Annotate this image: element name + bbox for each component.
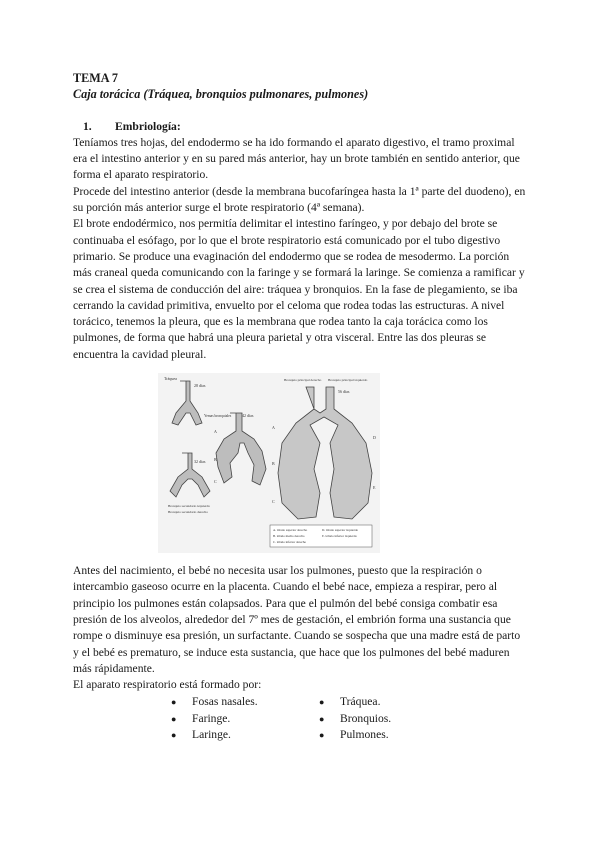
bullet-icon: ● — [171, 730, 177, 741]
topic-title: TEMA 7 — [73, 71, 119, 85]
label-traquea: Tráquea — [164, 376, 177, 382]
label-stage3-B: B — [214, 457, 217, 463]
label-bronquio-ppal-izq: Bronquio principal izquierdo — [328, 378, 368, 383]
paragraph-2: Procede del intestino anterior (desde la membrana bucofaríngea hasta la 1ª parte del duodeno), en su porción más anterior surge el brote respiratorio (4ª semana). — [73, 184, 526, 215]
label-stage4-A: A — [272, 425, 275, 431]
list-item — [171, 727, 319, 743]
bullet-icon: ● — [171, 713, 177, 724]
label-stage4-B: B — [272, 461, 275, 467]
list-item — [171, 694, 319, 710]
list-item-text: Tráquea. — [340, 695, 381, 709]
legend-item-b: B. lóbulo medio derecho — [273, 534, 305, 539]
label-stage3-C: C — [214, 479, 217, 485]
list-item — [171, 711, 319, 727]
label-yemas: Yemas bronquiales — [204, 414, 232, 419]
label-32-dias: 32 días — [194, 459, 206, 465]
bullet-icon: ● — [319, 697, 325, 708]
list-column-left — [171, 694, 319, 743]
list-item-text: Faringe. — [192, 711, 231, 725]
list-item — [319, 727, 391, 743]
bullet-icon: ● — [319, 730, 325, 741]
label-bronquio-ppal-der: Bronquio principal derecho — [284, 378, 322, 383]
paragraph-1: Teníamos tres hojas, del endodermo se ha ido formando el aparato digestivo, el tramo proximal era el intestino anterior y en su pared más anterior, hay un brote también en sentido anterior, que forma el aparato respiratorio. — [73, 135, 520, 182]
list-item — [319, 694, 391, 710]
document-content — [73, 70, 528, 743]
label-56-dias: 56 días — [338, 389, 350, 395]
label-bronquio-sec-izq: Bronquio secundario izquierdo — [168, 504, 210, 509]
list-column-right — [319, 694, 391, 743]
label-stage4-D: D — [373, 435, 376, 441]
list-item — [319, 711, 391, 727]
list-item-text: Laringe. — [192, 728, 231, 742]
lung-development-illustration — [158, 373, 380, 553]
label-28-dias: 28 días — [194, 383, 206, 389]
label-stage4-C: C — [272, 499, 275, 505]
legend-item-e: E. lóbulo inferior izquierdo — [322, 534, 357, 539]
list-item-text: Bronquios. — [340, 711, 392, 725]
paragraph-4: Antes del nacimiento, el bebé no necesita usar los pulmones, puesto que la respiración o intercambio gaseoso ocurre en la placenta. Cuando el bebé nace, empieza a respirar, pero al principio los pulmones están colapsados. Para que el pulmón del bebé consiga combatir esa presión de los alveolos, alrededor del 7º mes de gestación, el embrión forma una sustancia que rompe o disminuye esa presión, un surfactante. Cuando se sospecha que una madre está de parto y el bebé es prematuro, se induce esta sustancia, que hace que los pulmones del bebé maduren más rápidamente. — [73, 564, 521, 675]
label-bronquio-sec-der: Bronquio secundario derecho — [168, 510, 208, 515]
list-item-text: Fosas nasales. — [192, 695, 258, 709]
section-title: Embriología: — [115, 119, 181, 133]
label-stage3-A: A — [214, 429, 217, 435]
respiratory-parts-list — [73, 694, 528, 743]
lung-development-figure — [158, 373, 380, 553]
legend-item-d: D. lóbulo superior izquierdo — [322, 528, 359, 533]
topic-subtitle: Caja torácica (Tráquea, bronquios pulmonares, pulmones) — [73, 87, 369, 102]
list-item-text: Pulmones. — [340, 728, 389, 742]
legend-item-c: C. lóbulo inferior derecho — [273, 540, 307, 545]
label-stage4-E: E — [373, 485, 376, 491]
bullet-icon: ● — [171, 697, 177, 708]
section-number: 1. — [83, 119, 92, 133]
section-heading — [73, 119, 528, 135]
legend-item-a: A. lóbulo superior derecho — [273, 528, 308, 533]
bullet-icon: ● — [319, 713, 325, 724]
paragraph-3: El brote endodérmico, nos permitía delimitar el intestino faríngeo, y por debajo del brote se continuaba el esófago, por lo que el brote respiratorio está comunicado por el tubo digestivo primario. Se produce una evaginación del endodermo que se rodea de mesodermo. La porción más craneal queda comunicando con la faringe y se formará la laringe. Se comienza a ramificar y se crea el sistema de conducción del aire: tráquea y bronquios. En la fase de plegamiento, se iba cerrando la cavidad primitiva, envuelto por el celoma que rodea todas las estructuras. A nivel torácico, tenemos la pleura, que es la membrana que rodea tanto la caja torácica como los pulmones, de forma que habrá una pleura parietal y otra visceral. Entre las dos pleuras se encuentra la cavidad pleural. — [73, 217, 525, 361]
paragraph-5: El aparato respiratorio está formado por: — [73, 678, 262, 692]
label-42-dias: 42 días — [242, 413, 254, 419]
